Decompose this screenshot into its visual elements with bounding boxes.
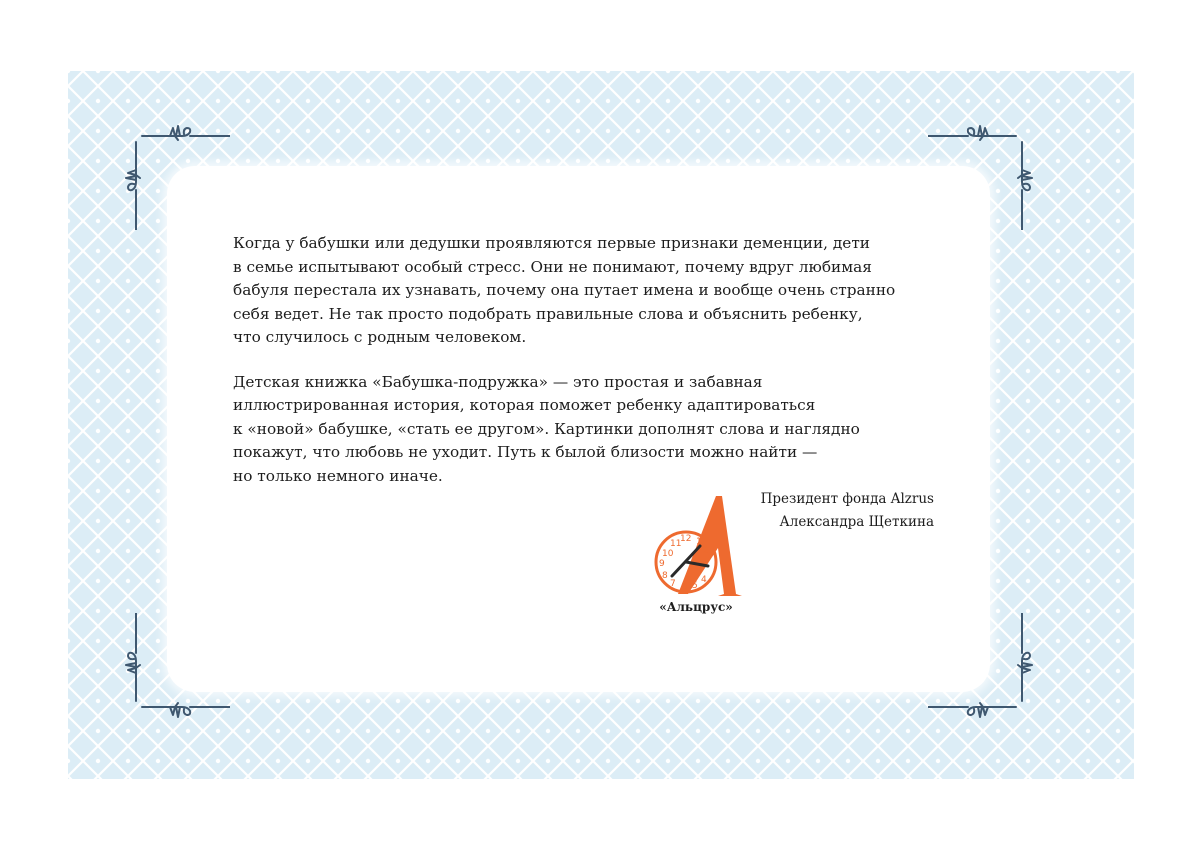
text-line: Детская книжка «Бабушка-подружка» — это простая и забавная [233,372,763,391]
logo-clock-number: 9 [659,559,665,569]
text-line: в семье испытывают особый стресс. Они не понимают, почему вдруг любимая [233,257,872,276]
signature-role: Президент фонда Alzrus [760,491,934,507]
corner-ornament-bottom-left [120,613,230,723]
logo-clock-number: 10 [662,549,674,559]
text-line: иллюстрированная история, которая поможет ребенку адаптироваться [233,396,816,414]
logo-clock-number: 6 [682,582,688,592]
corner-ornament-top-left [120,120,230,230]
paragraph-1 [233,232,953,350]
logo-clock-number: 8 [662,571,668,581]
logo-clock-number: 12 [680,534,692,544]
logo-clock-number: 5 [692,581,698,591]
paragraph-2 [233,371,953,489]
logo-caption: «Альцрус» [659,600,733,614]
text-line: к «новой» бабушке, «стать ее другом». Картинки дополнят слова и наглядно [233,419,860,438]
signature-name: Александра Щеткина [779,514,934,530]
logo-clock-number: 2 [703,546,709,556]
text-line: но только немного иначе. [233,466,443,485]
corner-ornament-bottom-right [928,613,1038,723]
text-line: покажут, что любовь не уходит. Путь к былой близости можно найти — [233,443,818,461]
logo-clock-number: 11 [670,539,682,549]
logo-clock-number: 4 [701,575,707,585]
text-line: что случилось с родным человеком. [233,328,527,346]
corner-ornament-top-right [928,120,1038,230]
body-text [233,232,953,488]
text-line: бабуля перестала их узнавать, почему она путает имена и вообще очень странно [233,281,896,299]
logo-clock-number: 1 [696,537,702,547]
logo-clock-number: 7 [670,579,676,589]
text-line: себя ведет. Не так просто подобрать правильные слова и объяснить ребенку, [233,304,863,323]
text-line: Когда у бабушки или дедушки проявляются первые признаки деменции, дети [233,234,870,252]
